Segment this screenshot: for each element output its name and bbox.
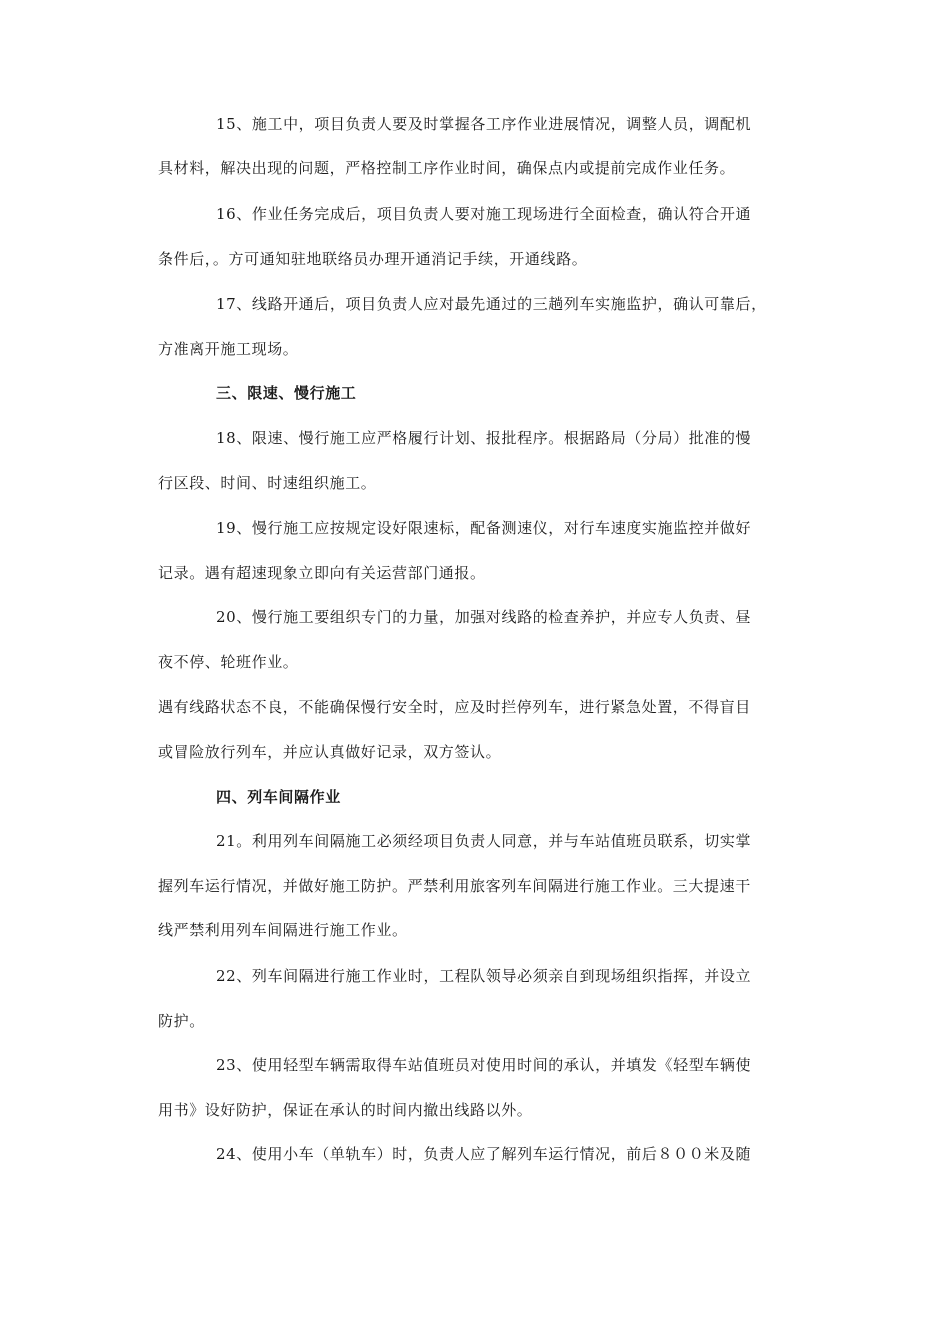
paragraph-16-line-2: 条件后，。方可通知驻地联络员办理开通消记手续，开通线路。 bbox=[158, 250, 588, 268]
paragraph-20-line-1: 20、慢行施工要组织专门的力量，加强对线路的检查养护，并应专人负责、昼 bbox=[216, 608, 752, 626]
paragraph-17-line-1: 17、线路开通后，项目负责人应对最先通过的三趟列车实施监护，确认可靠后， bbox=[216, 295, 767, 313]
paragraph-23-line-1: 23、使用轻型车辆需取得车站值班员对使用时间的承认，并填发《轻型车辆使 bbox=[216, 1056, 752, 1074]
paragraph-16-line-1: 16、作业任务完成后，项目负责人要对施工现场进行全面检查，确认符合开通 bbox=[216, 205, 752, 223]
paragraph-21-line-2: 握列车运行情况，并做好施工防护。严禁利用旅客列车间隔进行施工作业。三大提速干 bbox=[158, 877, 751, 895]
paragraph-15-line-2: 具材料，解决出现的问题，严格控制工序作业时间，确保点内或提前完成作业任务。 bbox=[158, 159, 736, 177]
paragraph-19-line-2: 记录。遇有超速现象立即向有关运营部门通报。 bbox=[158, 564, 486, 582]
paragraph-24-line-1: 24、使用小车（单轨车）时，负责人应了解列车运行情况，前后８００米及随 bbox=[216, 1145, 752, 1163]
section-heading-4: 四、列车间隔作业 bbox=[216, 788, 341, 806]
paragraph-20-line-2: 夜不停、轮班作业。 bbox=[158, 653, 299, 671]
paragraph-23-line-2: 用书》设好防护，保证在承认的时间内撤出线路以外。 bbox=[158, 1101, 533, 1119]
paragraph-21-line-1: 21。利用列车间隔施工必须经项目负责人同意，并与车站值班员联系，切实掌 bbox=[216, 832, 752, 850]
paragraph-15-line-1: 15、施工中，项目负责人要及时掌握各工序作业进展情况，调整人员，调配机 bbox=[216, 115, 752, 133]
paragraph-18-line-1: 18、限速、慢行施工应严格履行计划、报批程序。根据路局（分局）批准的慢 bbox=[216, 429, 752, 447]
paragraph-17-line-2: 方准离开施工现场。 bbox=[158, 340, 299, 358]
paragraph-19-line-1: 19、慢行施工应按规定设好限速标，配备测速仪，对行车速度实施监控并做好 bbox=[216, 519, 752, 537]
paragraph-20-cont-line-1: 遇有线路状态不良，不能确保慢行安全时，应及时拦停列车，进行紧急处置，不得盲目 bbox=[158, 698, 751, 716]
paragraph-18-line-2: 行区段、时间、时速组织施工。 bbox=[158, 474, 377, 492]
paragraph-22-line-1: 22、列车间隔进行施工作业时，工程队领导必须亲自到现场组织指挥，并设立 bbox=[216, 967, 752, 985]
paragraph-21-line-3: 线严禁利用列车间隔进行施工作业。 bbox=[158, 921, 408, 939]
paragraph-20-cont-line-2: 或冒险放行列车，并应认真做好记录，双方签认。 bbox=[158, 743, 502, 761]
paragraph-22-line-2: 防护。 bbox=[158, 1012, 205, 1030]
section-heading-3: 三、限速、慢行施工 bbox=[216, 384, 357, 402]
